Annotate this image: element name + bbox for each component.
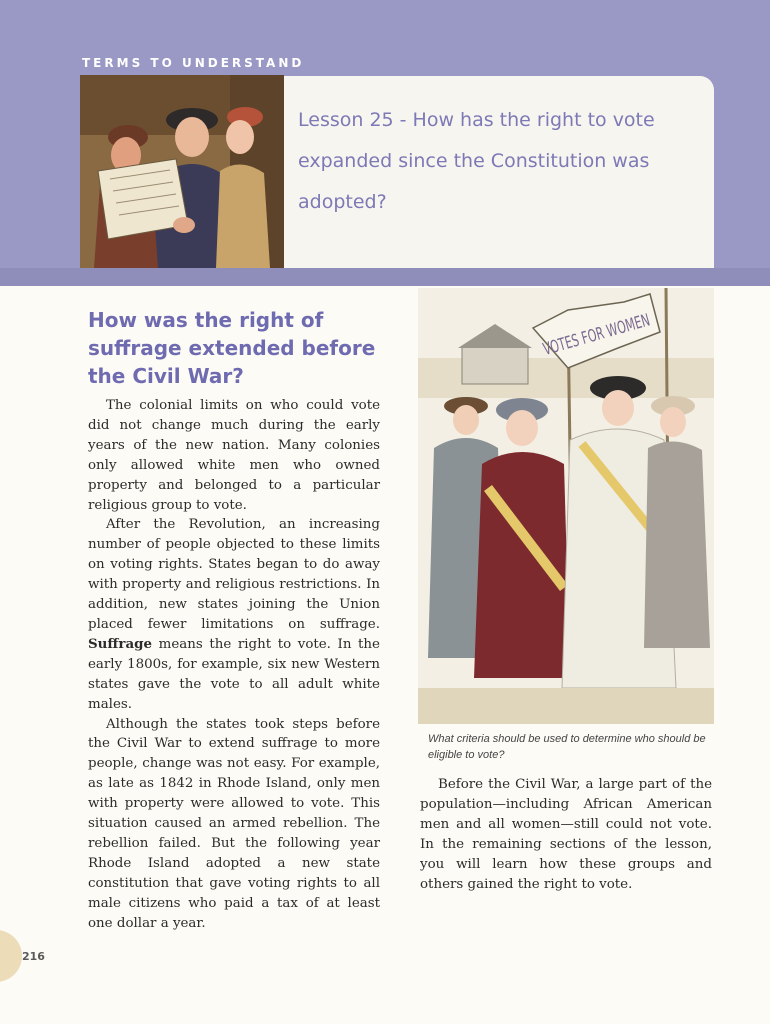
header-bottom-strip [0, 268, 770, 286]
body-paragraph [88, 515, 380, 714]
banner-text: VOTES FOR WOMEN [540, 293, 711, 360]
body-paragraph: Although the states took steps before the Civil War to extend suffrage to more people, change was not easy. For example, as late as 1842 in Rhode Island, only men with property were allowed to vote. This situation caused an armed rebellion. The rebellion failed. But the following year Rhode Island adopted a new state constitution that gave voting rights to all male citizens who paid a tax of at least one dollar a year. [88, 716, 380, 931]
body-paragraph: The colonial limits on who could vote did not change much during the early years of the new nation. Many colonies only allowed white men who owned property and belonged to a particular religious group to vote. [88, 398, 380, 513]
colonial-men-reading-newspaper-illustration [80, 75, 284, 268]
paragraph-text: means the right to vote. In the early 1800s, for example, six new Western states gave the vote to all adult white males. [88, 636, 380, 712]
paragraph-text: After the Revolution, an increasing number of people objected to these limits on voting rights. States began to do away with property and religious restrictions. In addition, new states joining the Union placed fewer limitations on suffrage. [88, 517, 380, 632]
lesson-title: Lesson 25 - How has the right to vote expanded since the Constitution was adopted? [298, 109, 655, 213]
lesson-title-box [284, 76, 714, 268]
key-term-suffrage: Suffrage [88, 635, 153, 652]
page-tab [0, 930, 22, 982]
page-number: 216 [22, 950, 45, 963]
section-heading: How was the right of suffrage extended before the Civil War? [88, 308, 376, 388]
suffragists-marching-illustration [418, 288, 714, 724]
illustration-caption: What criteria should be used to determine who should be eligible to vote? [428, 733, 706, 761]
body-paragraph: Before the Civil War, a large part of the population—including African American men and all women—still could not vote. In the remaining sections of the lesson, you will learn how these groups and others gained the right to vote. [420, 777, 712, 892]
terms-to-understand-label: TERMS TO UNDERSTAND [82, 56, 305, 70]
body-text-right-column [420, 775, 712, 894]
body-text-left-column [88, 396, 380, 933]
